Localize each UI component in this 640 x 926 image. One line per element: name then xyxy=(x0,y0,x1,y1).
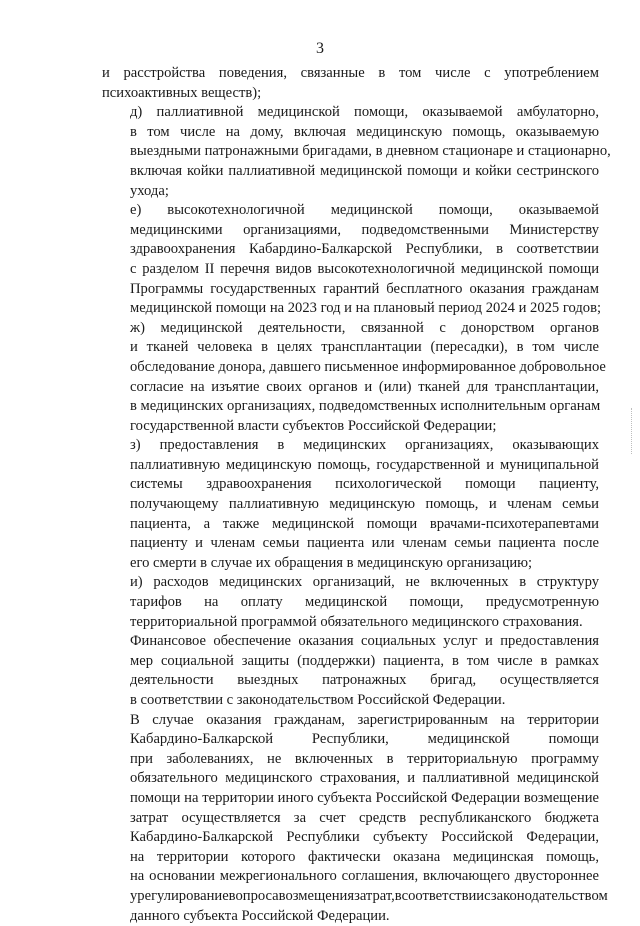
text-line: в медицинских организациях, подведомственных исполнительным органам xyxy=(130,398,601,415)
text-line: и тканей человека в целях трансплантации (пересадки), в том числе xyxy=(130,339,599,356)
paragraph xyxy=(102,64,599,103)
text-line: деятельности выездных патронажных бригад, осуществляется xyxy=(130,672,599,689)
text-line: помощи на территории иного субъекта Российской Федерации возмещение xyxy=(130,789,599,806)
text-line: Финансовое обеспечение оказания социальных услуг и предоставления xyxy=(130,633,599,650)
text-line: пациента, а также медицинской помощи врачами-психотерапевтами xyxy=(130,515,599,532)
text-line: В случае оказания гражданам, зарегистрированным на территории xyxy=(130,711,599,728)
text-line: урегулированиевопросавозмещениязатрат,всоответствиисзаконодательством xyxy=(130,887,608,904)
text-line: д) паллиативной медицинской помощи, оказываемой амбулаторно, xyxy=(130,104,599,121)
paragraph xyxy=(102,711,608,926)
text-line: при заболеваниях, не включенных в территориальную программу xyxy=(130,750,599,767)
text-line: обследование донора, давшего письменное информированное добровольное xyxy=(130,358,606,375)
paragraph xyxy=(102,103,611,201)
text-line: Кабардино-Балкарской Республики, медицинской помощи xyxy=(130,731,599,748)
text-line: медицинскими организациями, подведомственными Министерству xyxy=(130,221,599,238)
text-line: и) расходов медицинских организаций, не включенных в структуру xyxy=(130,574,599,591)
text-line: на территории которого фактически оказана медицинская помощь, xyxy=(130,848,599,865)
document-body xyxy=(102,64,611,926)
text-line: территориальной программой обязательного медицинского страхования. xyxy=(130,613,583,630)
text-line: его смерти в случае их обращения в медицинскую организацию; xyxy=(130,554,533,571)
text-line: медицинской помощи на 2023 год и на плановый период 2024 и 2025 годов; xyxy=(130,300,602,317)
text-line: затрат осуществляется за счет средств республиканского бюджета xyxy=(130,809,599,826)
text-line: ухода; xyxy=(130,182,169,199)
text-line: согласие на изъятие своих органов и (или) тканей для трансплантации, xyxy=(130,378,599,395)
paragraph xyxy=(102,201,602,319)
text-line: паллиативную медицинскую помощь, государственной и муниципальной xyxy=(130,456,599,473)
text-line: психоактивных веществ); xyxy=(102,84,262,101)
paragraph xyxy=(102,319,606,437)
text-line: в соответствии с законодательством Российской Федерации. xyxy=(130,692,506,708)
text-line: государственной власти субъектов Российской Федерации; xyxy=(130,417,497,434)
text-line: Программы государственных гарантий бесплатного оказания гражданам xyxy=(130,280,599,297)
text-line: з) предоставления в медицинских организациях, оказывающих xyxy=(130,437,599,454)
text-line: Кабардино-Балкарской Республики субъекту Российской Федерации, xyxy=(130,829,599,846)
text-line: здравоохранения Кабардино-Балкарской Республики, в соответствии xyxy=(130,241,599,258)
text-line: и расстройства поведения, связанные в том числе с употреблением xyxy=(102,65,599,81)
paragraph xyxy=(102,436,599,573)
text-line: ж) медицинской деятельности, связанной с донорством органов xyxy=(130,319,599,336)
text-line: в том числе на дому, включая медицинскую помощь, оказываемую xyxy=(130,123,599,140)
text-line: пациенту и членам семьи пациента или членам семьи пациента после xyxy=(130,535,599,552)
text-line: с разделом II перечня видов высокотехнологичной медицинской помощи xyxy=(130,260,599,277)
page-number: 3 xyxy=(316,40,324,57)
text-line: обязательного медицинского страхования, и паллиативной медицинской xyxy=(130,770,599,787)
text-line: выездными патронажными бригадами, в дневном стационаре и стационарно, xyxy=(130,143,611,160)
paragraph xyxy=(102,573,599,632)
paragraph xyxy=(102,632,599,710)
text-line: е) высокотехнологичной медицинской помощи, оказываемой xyxy=(130,202,599,219)
margin-mark xyxy=(631,408,635,454)
text-line: включая койки паллиативной медицинской помощи и койки сестринского xyxy=(130,162,599,179)
text-line: тарифов на оплату медицинской помощи, предусмотренную xyxy=(130,594,599,611)
text-line: мер социальной защиты (поддержки) пациента, в том числе в рамках xyxy=(130,652,599,669)
text-line: данного субъекта Российской Федерации. xyxy=(130,907,390,924)
text-line: системы здравоохранения психологической помощи пациенту, xyxy=(130,476,599,493)
text-line: получающему паллиативную медицинскую помощь, и членам семьи xyxy=(130,496,599,513)
text-line: на основании межрегионального соглашения, включающего двустороннее xyxy=(130,868,599,885)
